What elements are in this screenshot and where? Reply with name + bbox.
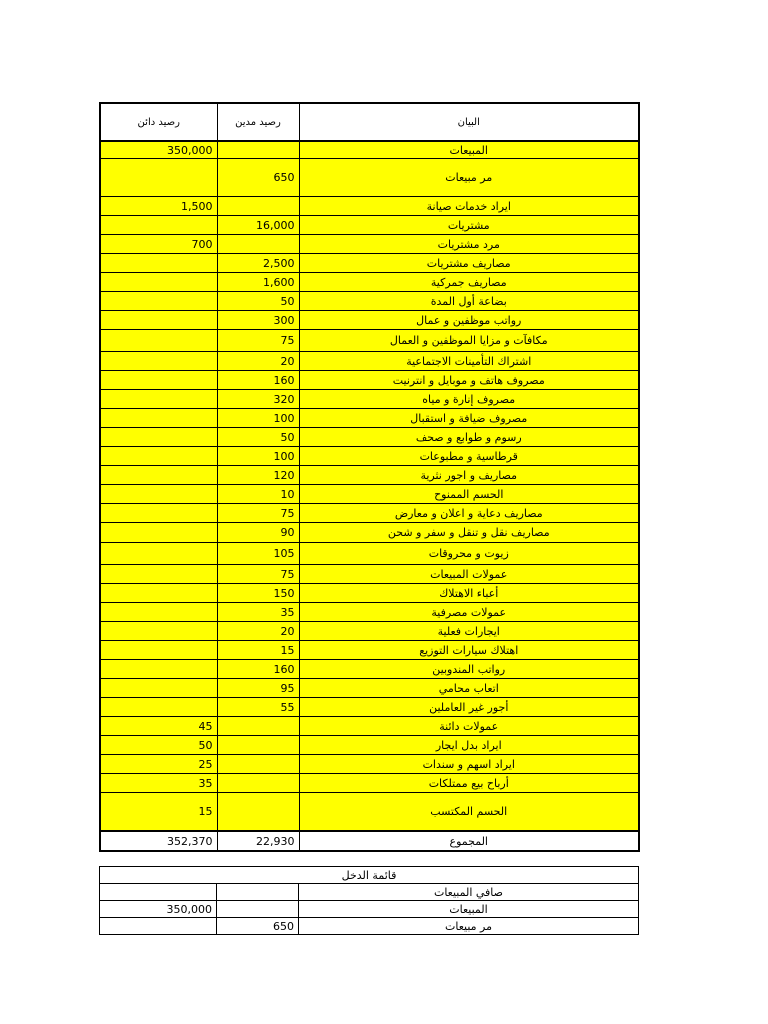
debit-cell: 650 (217, 159, 299, 197)
description-cell: ايجارات فعلية (299, 622, 639, 641)
debit-cell: 1,600 (217, 273, 299, 292)
trial-balance-row (100, 447, 639, 466)
income-statement-table (99, 866, 639, 935)
trial-balance-row (100, 330, 639, 352)
credit-cell (100, 565, 217, 584)
description-cell: مصروف إنارة و مياه (299, 390, 639, 409)
debit-cell: 75 (217, 330, 299, 352)
income-statement-row (100, 884, 639, 901)
trial-balance-row (100, 292, 639, 311)
description-cell: المبيعات (299, 141, 639, 159)
debit-cell (217, 793, 299, 832)
debit-cell: 160 (217, 371, 299, 390)
trial-balance-row (100, 755, 639, 774)
description-cell: ايراد خدمات صيانة (299, 197, 639, 216)
debit-cell (217, 717, 299, 736)
description-cell: أجور غير العاملين (299, 698, 639, 717)
description-cell: مصاريف مشتريات (299, 254, 639, 273)
description-cell: عمولات المبيعات (299, 565, 639, 584)
description-cell: مصاريف دعاية و اعلان و معارض (299, 504, 639, 523)
debit-cell: 150 (217, 584, 299, 603)
credit-cell: 45 (100, 717, 217, 736)
income-statement-body (100, 867, 639, 935)
credit-cell (100, 352, 217, 371)
trial-balance-row (100, 485, 639, 504)
credit-cell (100, 428, 217, 447)
debit-cell: 20 (217, 622, 299, 641)
description-cell: ايراد اسهم و سندات (299, 755, 639, 774)
debit-cell (217, 235, 299, 254)
credit-cell (100, 485, 217, 504)
description-cell: ايراد بدل ايجار (299, 736, 639, 755)
trial-balance-row (100, 698, 639, 717)
description-cell: اتعاب محامي (299, 679, 639, 698)
credit-cell (100, 584, 217, 603)
credit-cell (100, 254, 217, 273)
trial-balance-row (100, 660, 639, 679)
trial-balance-row (100, 390, 639, 409)
description-cell: بضاعة أول المدة (299, 292, 639, 311)
description-cell: اشتراك التأمينات الاجتماعية (299, 352, 639, 371)
credit-cell: 352,370 (100, 831, 217, 851)
trial-balance-row (100, 311, 639, 330)
description-header: البيان (299, 103, 639, 141)
debit-cell: 22,930 (217, 831, 299, 851)
debit-cell: 10 (217, 485, 299, 504)
trial-balance-row (100, 543, 639, 565)
income-statement-row (100, 901, 639, 918)
trial-balance-row (100, 216, 639, 235)
trial-balance-row (100, 197, 639, 216)
credit-header: رصيد دائن (100, 103, 217, 141)
debit-cell: 160 (217, 660, 299, 679)
credit-cell (100, 390, 217, 409)
debit-cell: 16,000 (217, 216, 299, 235)
credit-cell (100, 660, 217, 679)
credit-cell (100, 273, 217, 292)
description-cell: مصاريف نقل و تنقل و سفر و شحن (299, 523, 639, 543)
trial-balance-header-row (100, 103, 639, 141)
trial-balance-row (100, 523, 639, 543)
credit-cell (100, 371, 217, 390)
trial-balance-row (100, 371, 639, 390)
description-cell: مشتريات (299, 216, 639, 235)
trial-balance-body (100, 103, 639, 851)
description-cell: أرباح بيع ممتلكات (299, 774, 639, 793)
credit-cell (100, 603, 217, 622)
credit-cell (100, 543, 217, 565)
credit-cell: 50 (100, 736, 217, 755)
description-cell: رواتب موظفين و عمال (299, 311, 639, 330)
debit-cell: 95 (217, 679, 299, 698)
income-statement-row (100, 918, 639, 935)
debit-cell: 105 (217, 543, 299, 565)
credit-cell (100, 504, 217, 523)
debit-cell (217, 901, 299, 918)
description-cell: صافي المبيعات (299, 884, 639, 901)
trial-balance-row (100, 273, 639, 292)
trial-balance-row (100, 141, 639, 159)
trial-balance-row (100, 428, 639, 447)
trial-balance-row (100, 409, 639, 428)
description-cell: اهتلاك سيارات التوزيع (299, 641, 639, 660)
debit-header: رصيد مدين (217, 103, 299, 141)
description-cell: مكافآت و مزايا الموظفين و العمال (299, 330, 639, 352)
credit-cell (100, 698, 217, 717)
description-cell: زيوت و محروقات (299, 543, 639, 565)
trial-balance-row (100, 254, 639, 273)
description-cell: المجموع (299, 831, 639, 851)
credit-cell: 1,500 (100, 197, 217, 216)
trial-balance-total-row (100, 831, 639, 851)
income-statement-title: قائمة الدخل (100, 867, 639, 884)
debit-cell: 300 (217, 311, 299, 330)
credit-cell (100, 679, 217, 698)
credit-cell (100, 884, 217, 901)
trial-balance-row (100, 466, 639, 485)
trial-balance-row (100, 774, 639, 793)
debit-cell: 55 (217, 698, 299, 717)
description-cell: قرطاسية و مطبوعات (299, 447, 639, 466)
credit-cell: 25 (100, 755, 217, 774)
trial-balance-row (100, 159, 639, 197)
trial-balance-row (100, 352, 639, 371)
credit-cell: 700 (100, 235, 217, 254)
trial-balance-row (100, 235, 639, 254)
debit-cell (217, 141, 299, 159)
debit-cell: 90 (217, 523, 299, 543)
description-cell: مصروف هاتف و موبايل و انترنيت (299, 371, 639, 390)
description-cell: الحسم الممنوح (299, 485, 639, 504)
debit-cell: 2,500 (217, 254, 299, 273)
debit-cell: 50 (217, 428, 299, 447)
credit-cell (100, 466, 217, 485)
credit-cell (100, 523, 217, 543)
credit-cell: 350,000 (100, 901, 217, 918)
trial-balance-row (100, 641, 639, 660)
trial-balance-row (100, 622, 639, 641)
credit-cell: 350,000 (100, 141, 217, 159)
debit-cell: 120 (217, 466, 299, 485)
debit-cell: 50 (217, 292, 299, 311)
debit-cell (217, 774, 299, 793)
description-cell: رواتب المندوبين (299, 660, 639, 679)
debit-cell: 650 (217, 918, 299, 935)
description-cell: مصاريف جمركية (299, 273, 639, 292)
debit-cell (217, 197, 299, 216)
debit-cell: 75 (217, 504, 299, 523)
debit-cell: 100 (217, 447, 299, 466)
credit-cell (100, 409, 217, 428)
credit-cell (100, 641, 217, 660)
description-cell: مر مبيعات (299, 918, 639, 935)
credit-cell (100, 622, 217, 641)
debit-cell (217, 884, 299, 901)
description-cell: المبيعات (299, 901, 639, 918)
credit-cell (100, 918, 217, 935)
credit-cell (100, 216, 217, 235)
description-cell: عمولات مصرفية (299, 603, 639, 622)
trial-balance-row (100, 603, 639, 622)
description-cell: مصاريف و اجور نثرية (299, 466, 639, 485)
trial-balance-row (100, 717, 639, 736)
trial-balance-row (100, 679, 639, 698)
trial-balance-row (100, 793, 639, 832)
description-cell: مصروف ضيافة و استقبال (299, 409, 639, 428)
debit-cell: 20 (217, 352, 299, 371)
trial-balance-row (100, 584, 639, 603)
credit-cell (100, 447, 217, 466)
description-cell: مر مبيعات (299, 159, 639, 197)
credit-cell: 15 (100, 793, 217, 832)
credit-cell (100, 330, 217, 352)
description-cell: عمولات دائنة (299, 717, 639, 736)
credit-cell (100, 311, 217, 330)
trial-balance-row (100, 736, 639, 755)
description-cell: مرد مشتريات (299, 235, 639, 254)
debit-cell: 15 (217, 641, 299, 660)
debit-cell: 320 (217, 390, 299, 409)
debit-cell (217, 755, 299, 774)
description-cell: أعباء الاهتلاك (299, 584, 639, 603)
description-cell: الحسم المكتسب (299, 793, 639, 832)
debit-cell: 100 (217, 409, 299, 428)
income-statement-title-row (100, 867, 639, 884)
trial-balance-row (100, 504, 639, 523)
credit-cell (100, 159, 217, 197)
debit-cell: 35 (217, 603, 299, 622)
credit-cell: 35 (100, 774, 217, 793)
credit-cell (100, 292, 217, 311)
trial-balance-row (100, 565, 639, 584)
debit-cell: 75 (217, 565, 299, 584)
description-cell: رسوم و طوابع و صحف (299, 428, 639, 447)
trial-balance-table (99, 102, 640, 852)
debit-cell (217, 736, 299, 755)
